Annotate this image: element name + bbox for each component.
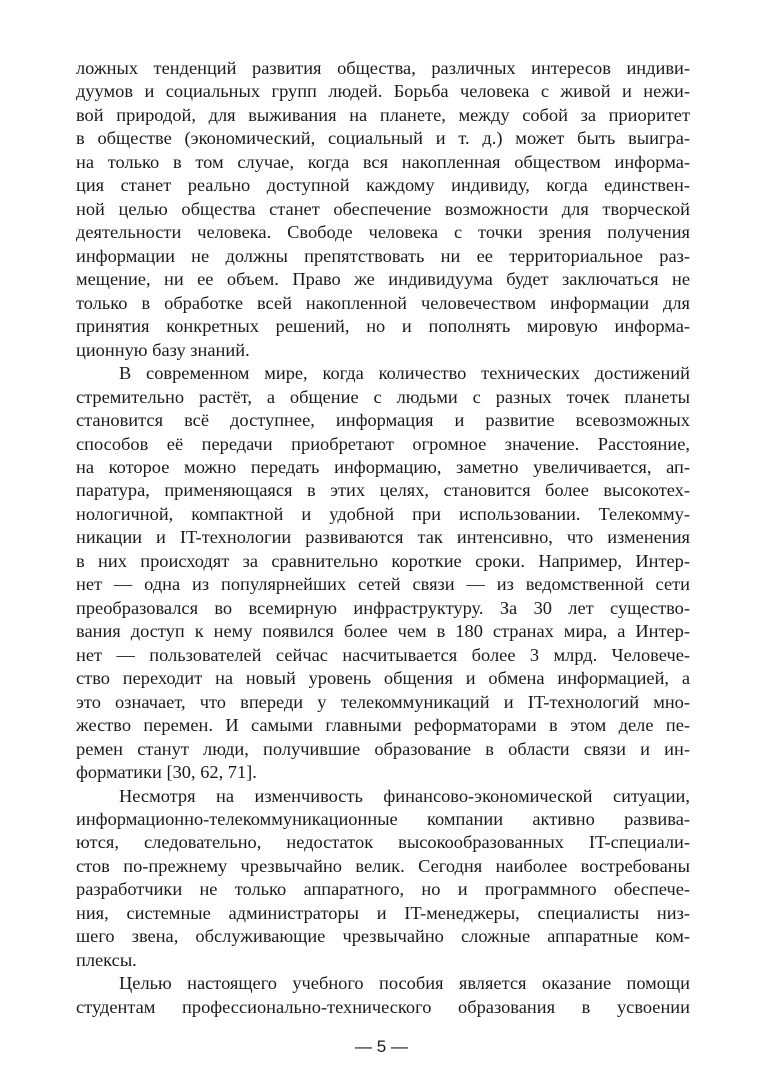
text-line: в них происходят за сравнительно короткие сроки. Например, Интер- [76, 550, 690, 571]
text-line: никации и IT-технологии развиваются так интенсивно, что изменения [76, 527, 690, 548]
text-line: только в обработке всей накопленной человечеством информации для [76, 292, 690, 313]
text-line: ремен станут люди, получившие образование в области связи и ин- [76, 738, 690, 759]
text-line: ния, системные администраторы и IT-менеджеры, специалисты низ- [76, 902, 690, 923]
text-line: ция станет реально доступной каждому индивиду, когда единствен- [76, 175, 690, 196]
text-line: паратура, применяющаяся в этих целях, становится более высокотех- [76, 480, 690, 501]
text-line: деятельности человека. Свободе человека с точки зрения получения [76, 222, 690, 243]
body-text [76, 57, 690, 1019]
text-line: жество перемен. И самыми главными реформаторами в этом деле пе- [76, 715, 690, 736]
text-line: становится всё доступнее, информация и развитие всевозможных [76, 410, 690, 431]
text-line: Несмотря на изменчивость финансово-экономической ситуации, [119, 785, 690, 806]
text-line: на которое можно передать информацию, заметно увеличивается, ап- [76, 456, 690, 477]
page-number: — 5 — [355, 1037, 408, 1056]
text-line: В современном мире, когда количество технических достижений [119, 363, 690, 384]
text-line: Целью настоящего учебного пособия является оказание помощи [119, 973, 690, 994]
text-line: ство переходит на новый уровень общения и обмена информацией, а [76, 668, 690, 689]
text-line: преобразовался во всемирную инфраструктуру. За 30 лет существо- [76, 597, 690, 618]
text-line: нет — пользователей сейчас насчитывается более 3 млрд. Человече- [76, 644, 690, 665]
text-line: принятия конкретных решений, но и пополнять мировую информа- [76, 316, 690, 337]
text-line: плексы. [76, 949, 137, 970]
text-line: мещение, ни ее объем. Право же индивидуума будет заключаться не [76, 269, 690, 290]
text-line: в обществе (экономический, социальный и т. д.) может быть выигра- [76, 128, 690, 149]
text-line: ной целью общества станет обеспечение возможности для творческой [76, 198, 690, 219]
text-line: форматики [30, 62, 71]. [76, 762, 257, 783]
paragraph [76, 57, 690, 362]
text-line: ются, следовательно, недостаток высокообразованных IT-специали- [76, 832, 690, 853]
text-line: информационно-телекоммуникационные компании активно развива- [76, 809, 690, 829]
text-line: ложных тенденций развития общества, различных интересов индиви- [76, 58, 690, 78]
text-line: студентам профессионально-технического образования в усвоении [76, 996, 690, 1017]
paragraph [76, 972, 690, 1019]
text-line: это означает, что впереди у телекоммуникаций и IT-технологий мно- [76, 691, 690, 712]
text-line: на только в том случае, когда вся накопленная обществом информа- [76, 151, 690, 172]
text-line: нологичной, компактной и удобной при использовании. Телекомму- [76, 503, 690, 524]
text-line: информации не должны препятствовать ни ее территориальное раз- [76, 245, 690, 266]
text-line: разработчики не только аппаратного, но и программного обеспече- [76, 879, 690, 900]
text-line: ционную базу знаний. [76, 339, 250, 360]
text-line: вания доступ к нему появился более чем в 180 странах мира, а Интер- [76, 621, 690, 642]
text-line: вой природой, для выживания на планете, между собой за приоритет [76, 104, 690, 125]
paragraph [76, 362, 690, 784]
text-line: стов по-прежнему чрезвычайно велик. Сегодня наиболее востребованы [76, 855, 690, 876]
text-line: способов её передачи приобретают огромное значение. Расстояние, [76, 433, 690, 454]
text-line: шего звена, обслуживающие чрезвычайно сложные аппаратные ком- [76, 926, 690, 947]
text-line: нет — одна из популярнейших сетей связи — из ведомственной сети [76, 574, 690, 595]
text-line: дуумов и социальных групп людей. Борьба человека с живой и нежи- [76, 81, 690, 102]
paragraph [76, 785, 690, 973]
text-line: стремительно растёт, а общение с людьми с разных точек планеты [76, 386, 690, 407]
